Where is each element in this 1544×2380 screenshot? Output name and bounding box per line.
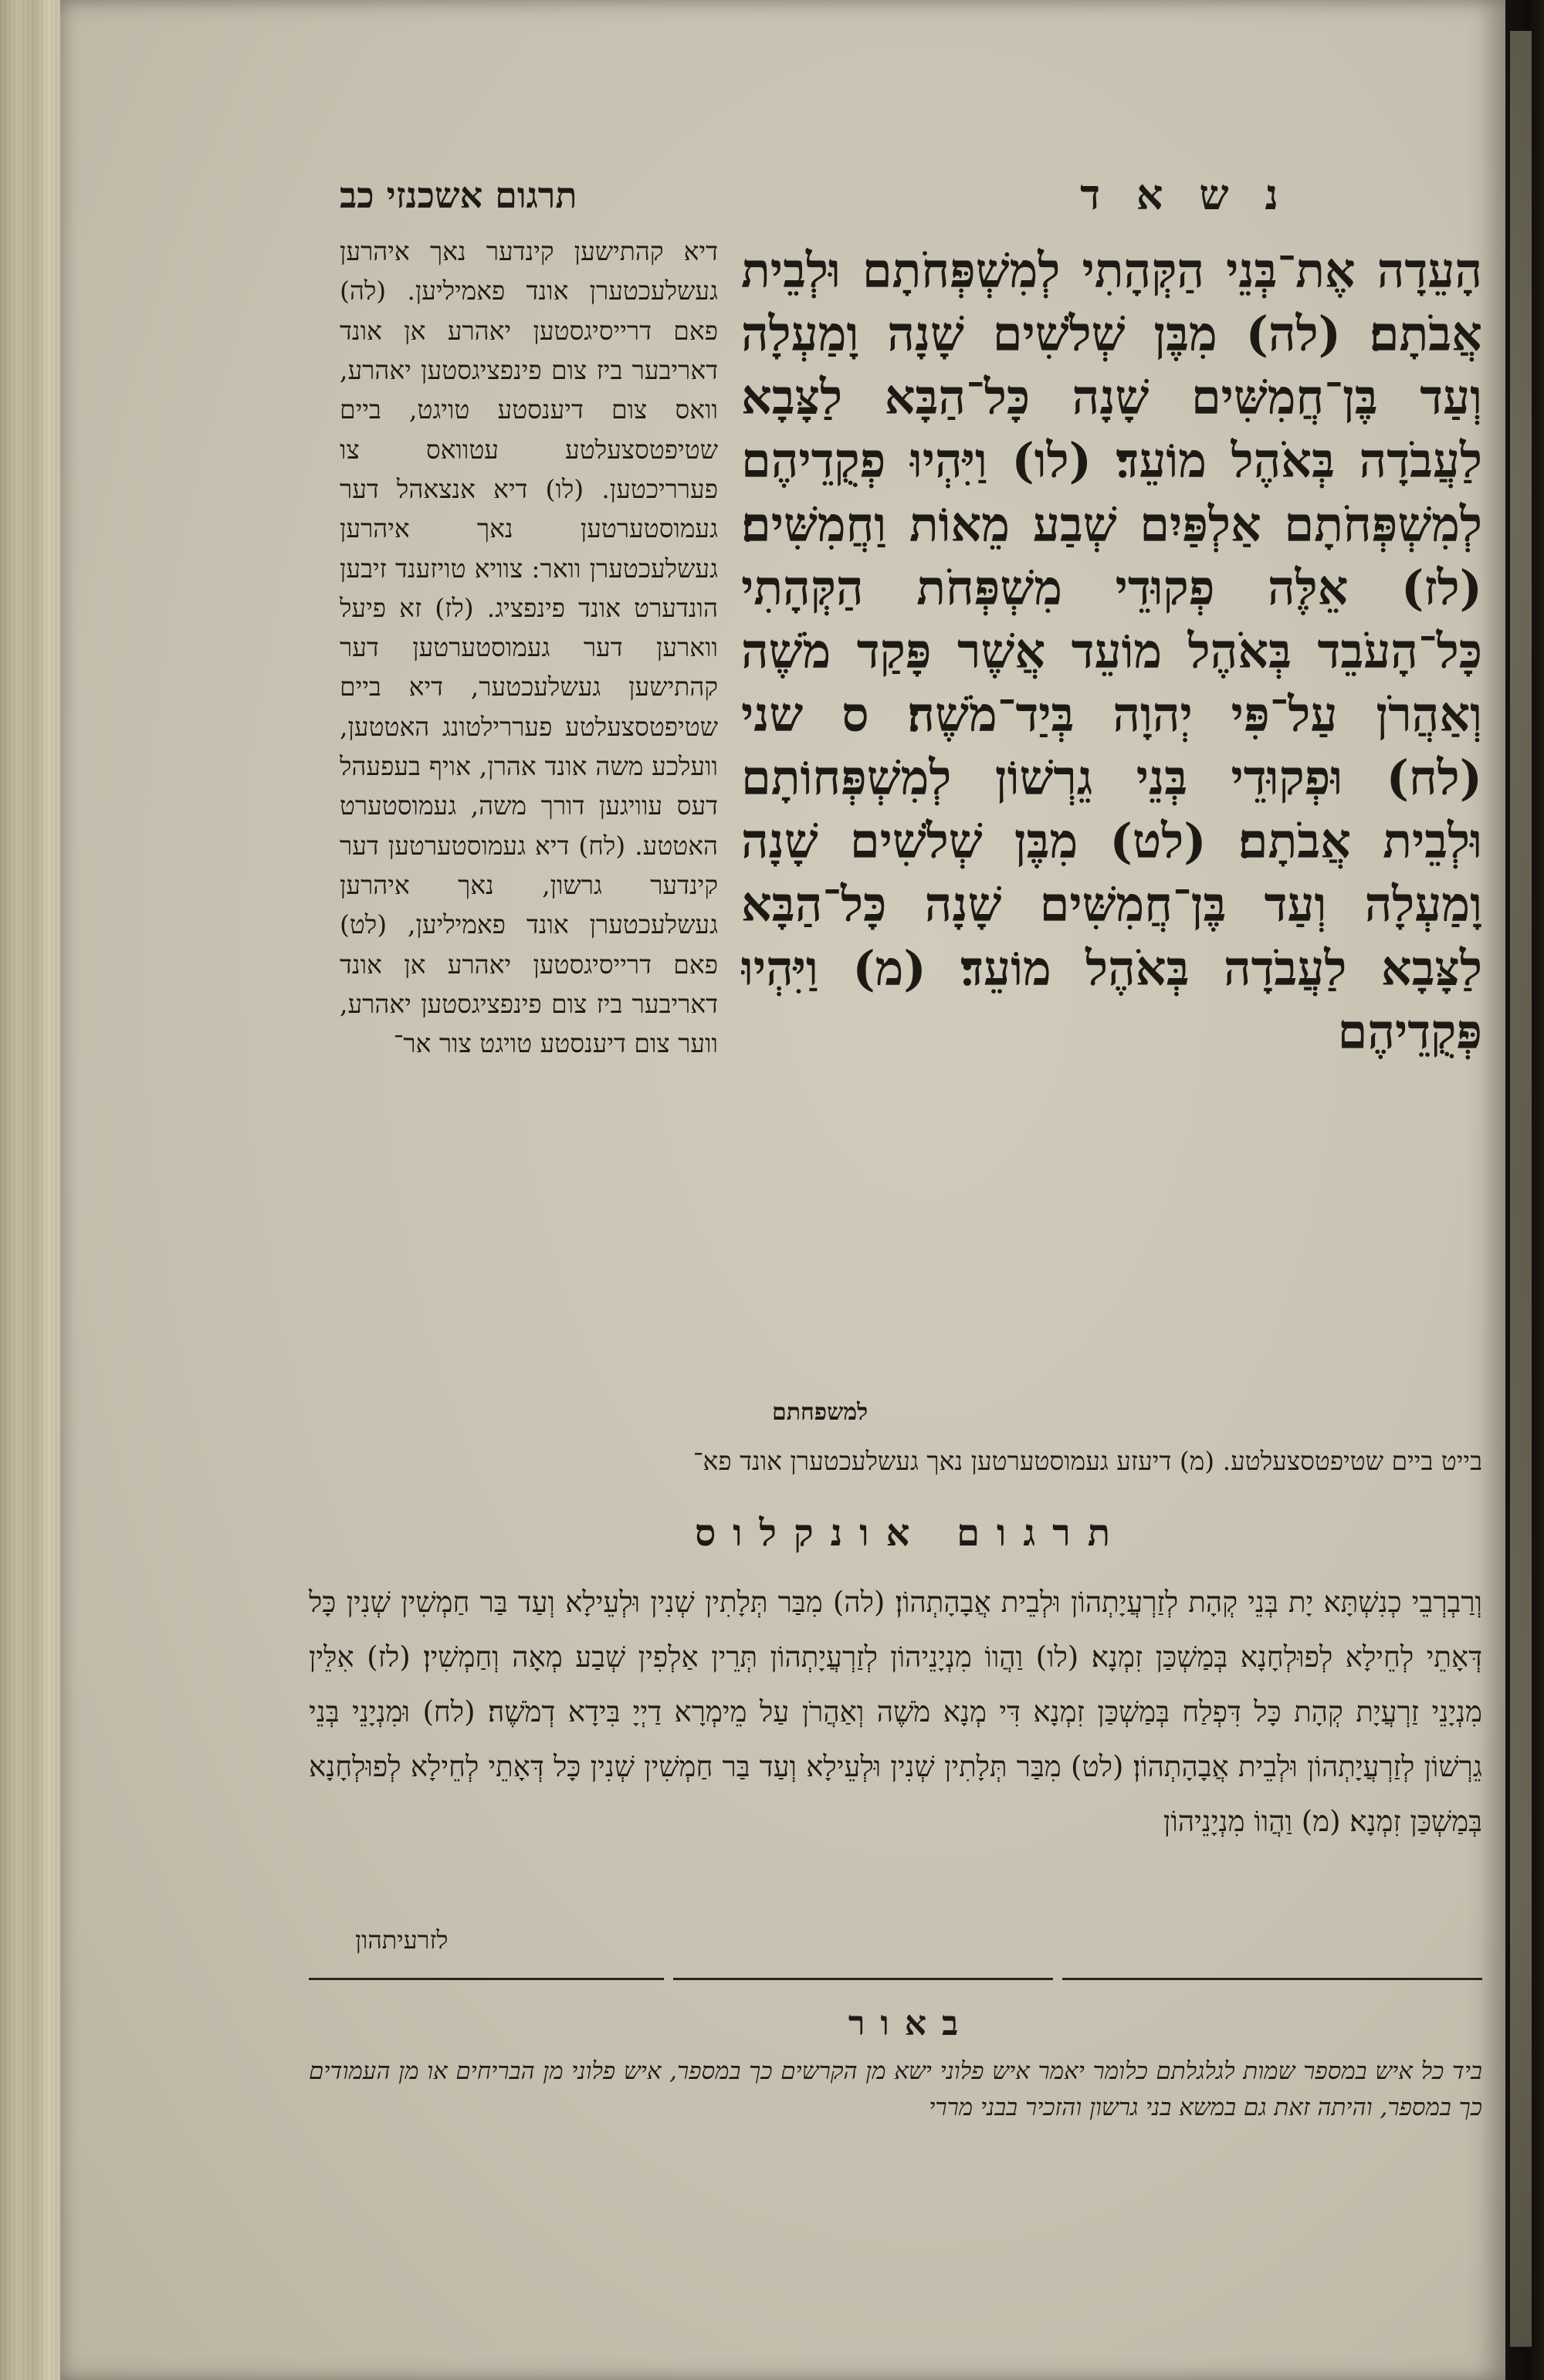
onkelos-title: תרגום אונקלוס <box>694 1512 1128 1555</box>
biur-title: באור <box>848 2004 974 2043</box>
book-page-edges <box>0 0 60 2380</box>
torah-text-column: הָעֵדָה אֶת־בְּנֵי הַקְּהָתִי לְמִשְׁפְּחֹתָם וּלְבֵית אֲבֹתָם׃ (לה) מִבֶּן שְׁלֹשִׁים שָׁנָה וָמַעְלָה וְעַד בֶּן־חֲמִשִּׁים שָׁנָה כָּל־הַבָּא לַצָּבָא לַעֲבֹדָה בְּאֹהֶל מוֹעֵד׃ (לו) וַיִּהְיוּ פְקֻדֵיהֶם לְמִשְׁפְּחֹתָם אַלְפַּיִם שְׁבַע מֵאוֹת וַחֲמִשִּׁים׃ (לז) אֵלֶּה פְקוּדֵי מִשְׁפְּחֹת הַקְּהָתִי כָּל־הָעֹבֵד בְּאֹהֶל מוֹעֵד אֲשֶׁר פָּקַד מֹשֶׁה וְאַהֲרֹן עַל־פִּי יְהוָה בְּיַד־מֹשֶׁה׃ ס שני (לח) וּפְקוּדֵי בְּנֵי גֵרְשׁוֹן לְמִשְׁפְּחוֹתָם וּלְבֵית אֲבֹתָם׃ (לט) מִבֶּן שְׁלֹשִׁים שָׁנָה וָמַעְלָה וְעַד בֶּן־חֲמִשִּׁים שָׁנָה כָּל־הַבָּא לַצָּבָא לַעֲבֹדָה בְּאֹהֶל מוֹעֵד׃ (מ) וַיִּהְיוּ פְּקֻדֵיהֶם <box>741 242 1482 1060</box>
section-divider-right <box>1062 1978 1482 1980</box>
book-binding-right <box>1505 0 1544 2380</box>
main-catchword: למשפחתם <box>772 1399 868 1426</box>
section-divider-left <box>309 1978 664 1980</box>
section-divider-middle <box>673 1978 1053 1980</box>
section-header: תרגום אשכנזי כב <box>340 174 577 216</box>
onkelos-catchword: לזרעיתהון <box>355 1925 449 1955</box>
onkelos-text: וְרַבְרְבֵי כְנִשְׁתָּא יָת בְּנֵי קְהָת לְזַרְעֲיָתְהוֹן וּלְבֵית אֲבָהָתְהוֹן׃ (לה) מִבַּר תְּלָתִין שְׁנִין וּלְעֵילָא וְעַד בַּר חַמְשִׁין שְׁנִין כָּל דְּאָתֵי לְחֵילָא לְפוּלְחָנָא בְּמַשְׁכַּן זִמְנָא׃ (לו) וַהֲווֹ מִנְיָנֵיהוֹן לְזַרְעֲיָתְהוֹן תְּרֵין אַלְפִין שְׁבַע מְאָה וְחַמְשִׁין׃ (לז) אִלֵּין מִנְיָנֵי זַרְעֲיָת קְהָת כָּל דִּפְלַח בְּמַשְׁכַּן זִמְנָא דִּי מְנָא מֹשֶׁה וְאַהֲרֹן עַל מֵימְרָא דַיְיָ בִּידָא דְמֹשֶׁה׃ (לח) וּמִנְיָנֵי בְּנֵי גֵרְשׁוֹן לְזַרְעֲיָתְהוֹן וּלְבֵית אֲבָהָתְהוֹן׃ (לט) מִבַּר תְּלָתִין שְׁנִין וּלְעֵילָא וְעַד בַּר חַמְשִׁין שְׁנִין כָּל דְּאָתֵי לְחֵילָא לְפוּלְחָנָא בְּמַשְׁכַּן זִמְנָא׃ (מ) וַהֲווֹ מִנְיָנֵיהוֹן <box>309 1586 1482 1839</box>
parasha-header: נ ש א ד <box>1080 170 1289 219</box>
biur-text: ביד כל איש במספר שמות לגלגלתם כלומר יאמר איש פלוני ישא מן הקרשים כך במספר, איש פלוני מן הבריחים או מן העמודים כך במספר, והיתה זאת גם במשא בני גרשון והזכיר בבני מררי <box>309 2057 1482 2121</box>
translation-continuation-line: בייט ביים שטיפטסצעלטע. (מ) דיעזע געמוסטערטען נאך געשלעכטערן אונד פא־ <box>692 1446 1482 1476</box>
yiddish-translation-column: דיא קהתישען קינדער נאך איהרען געשלעכטערן אונד פאמיליען. (לה) פאם דרייסיגסטען יאהרע אן אונד דאריבער ביז צום פינפציגסטען יאהרע, וואס צום דיענסטע טויגט, ביים שטיפטסצעלטע עטוואס צו פערריכטען. (לו) דיא אנצאהל דער געמוסטערטען נאך איהרען געשלעכטערן וואר: צוויא טויזענד זיבען הונדערט אונד פינפציג. (לז) זא פיעל ווארען דער געמוסטערטען דער קהתישען געשלעכטער, דיא ביים שטיפטסצעלטע פעררילטונג האטטען, וועלכע משה אונד אהרן, אויף בעפעהל דעס עוויגען דורך משה, געמוסטערט האטטע. (לח) דיא געמוסטערטען דער קינדער גרשון, נאך איהרען געשלעכטערן אונד פאמיליען, (לט) פאם דרייסיגסטען יאהרע אן אונד דאריבער ביז צום פינפציגסטען יאהרע, ווער צום דיענסטע טויגט צור אר־ <box>340 236 718 1059</box>
